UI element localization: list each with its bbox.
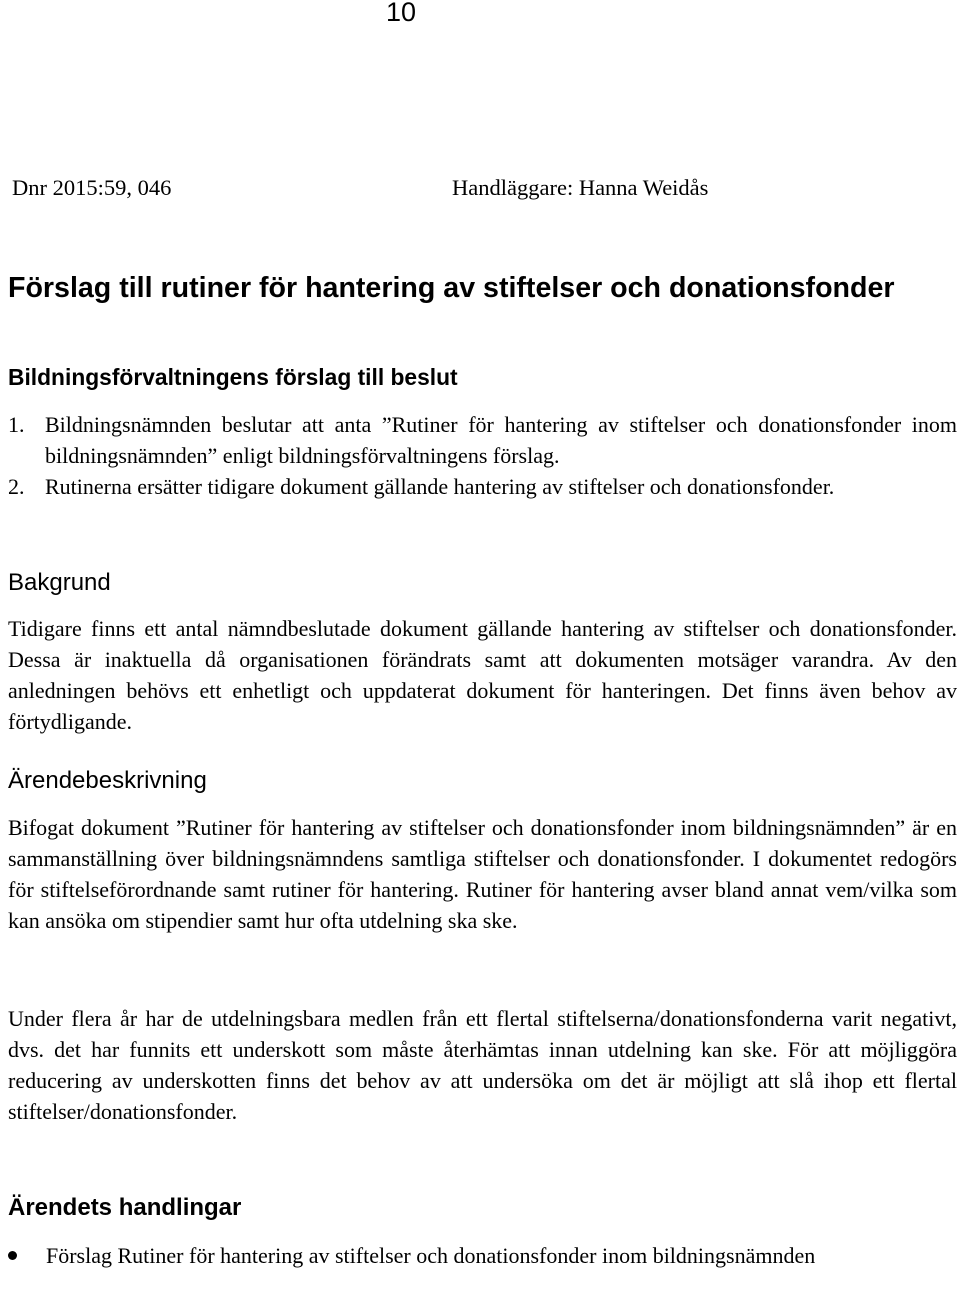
bullet-icon — [8, 1251, 17, 1260]
description-paragraph: Under flera år har de utdelningsbara medlen från ett flertal stiftelserna/donationsfonderna varit negativt, dvs. det har funnits ett underskott som måste återhämtas innan utdelning kan ske. För att möjliggöra reducering av underskotten finns det behov av att undersöka om det är möjligt att slå ihop ett flertal stiftelser/donationsfonder. — [8, 1006, 957, 1124]
proposal-item — [8, 409, 957, 471]
description-heading: Ärendebeskrivning — [8, 767, 207, 794]
proposal-item-number: 1. — [8, 412, 25, 437]
proposal-heading: Bildningsförvaltningens förslag till beslut — [8, 364, 458, 390]
proposal-list — [8, 409, 957, 502]
proposal-item-number: 2. — [8, 474, 25, 499]
description-paragraph: Bifogat dokument ”Rutiner för hantering av stiftelser och donationsfonder inom bildningsnämnden” är en sammanställning över bildningsnämndens samtliga stiftelser och donationsfonder. I dokumentet redogörs för stiftelseförordnande samt rutiner för hantering. Rutiner för hantering avser bland annat vem/vilka som kan ansöka om stipendier samt hur ofta utdelning ska ske. — [8, 815, 957, 933]
documents-heading: Ärendets handlingar — [8, 1194, 242, 1221]
case-header — [12, 171, 912, 205]
page-number: 10 — [386, 0, 417, 27]
document-title: Förslag till rutiner för hantering av stiftelser och donationsfonder — [8, 272, 895, 304]
proposal-item — [8, 471, 957, 502]
proposal-item-text: Bildningsnämnden beslutar att anta ”Rutiner för hantering av stiftelser och donationsfonder inom bildningsnämnden” enligt bildningsförvaltningens förslag. — [45, 412, 957, 468]
documents-list — [8, 1240, 957, 1271]
case-number: Dnr 2015:59, 046 — [12, 175, 172, 200]
background-paragraph: Tidigare finns ett antal nämndbeslutade dokument gällande hantering av stiftelser och donationsfonder. Dessa är inaktuella då organisationen förändrats samt att dokumenten motsäger varandra. Av den anledningen behövs ett enhetligt och uppdaterat dokument för hanteringen. Det finns även behov av förtydligande. — [8, 616, 957, 734]
documents-list-item — [8, 1240, 957, 1271]
case-handler: Handläggare: Hanna Weidås — [452, 175, 709, 200]
background-heading: Bakgrund — [8, 569, 111, 596]
proposal-item-text: Rutinerna ersätter tidigare dokument gällande hantering av stiftelser och donationsfonder. — [45, 474, 835, 499]
documents-list-item-text: Förslag Rutiner för hantering av stiftelser och donationsfonder inom bildningsnämnden — [46, 1243, 816, 1268]
